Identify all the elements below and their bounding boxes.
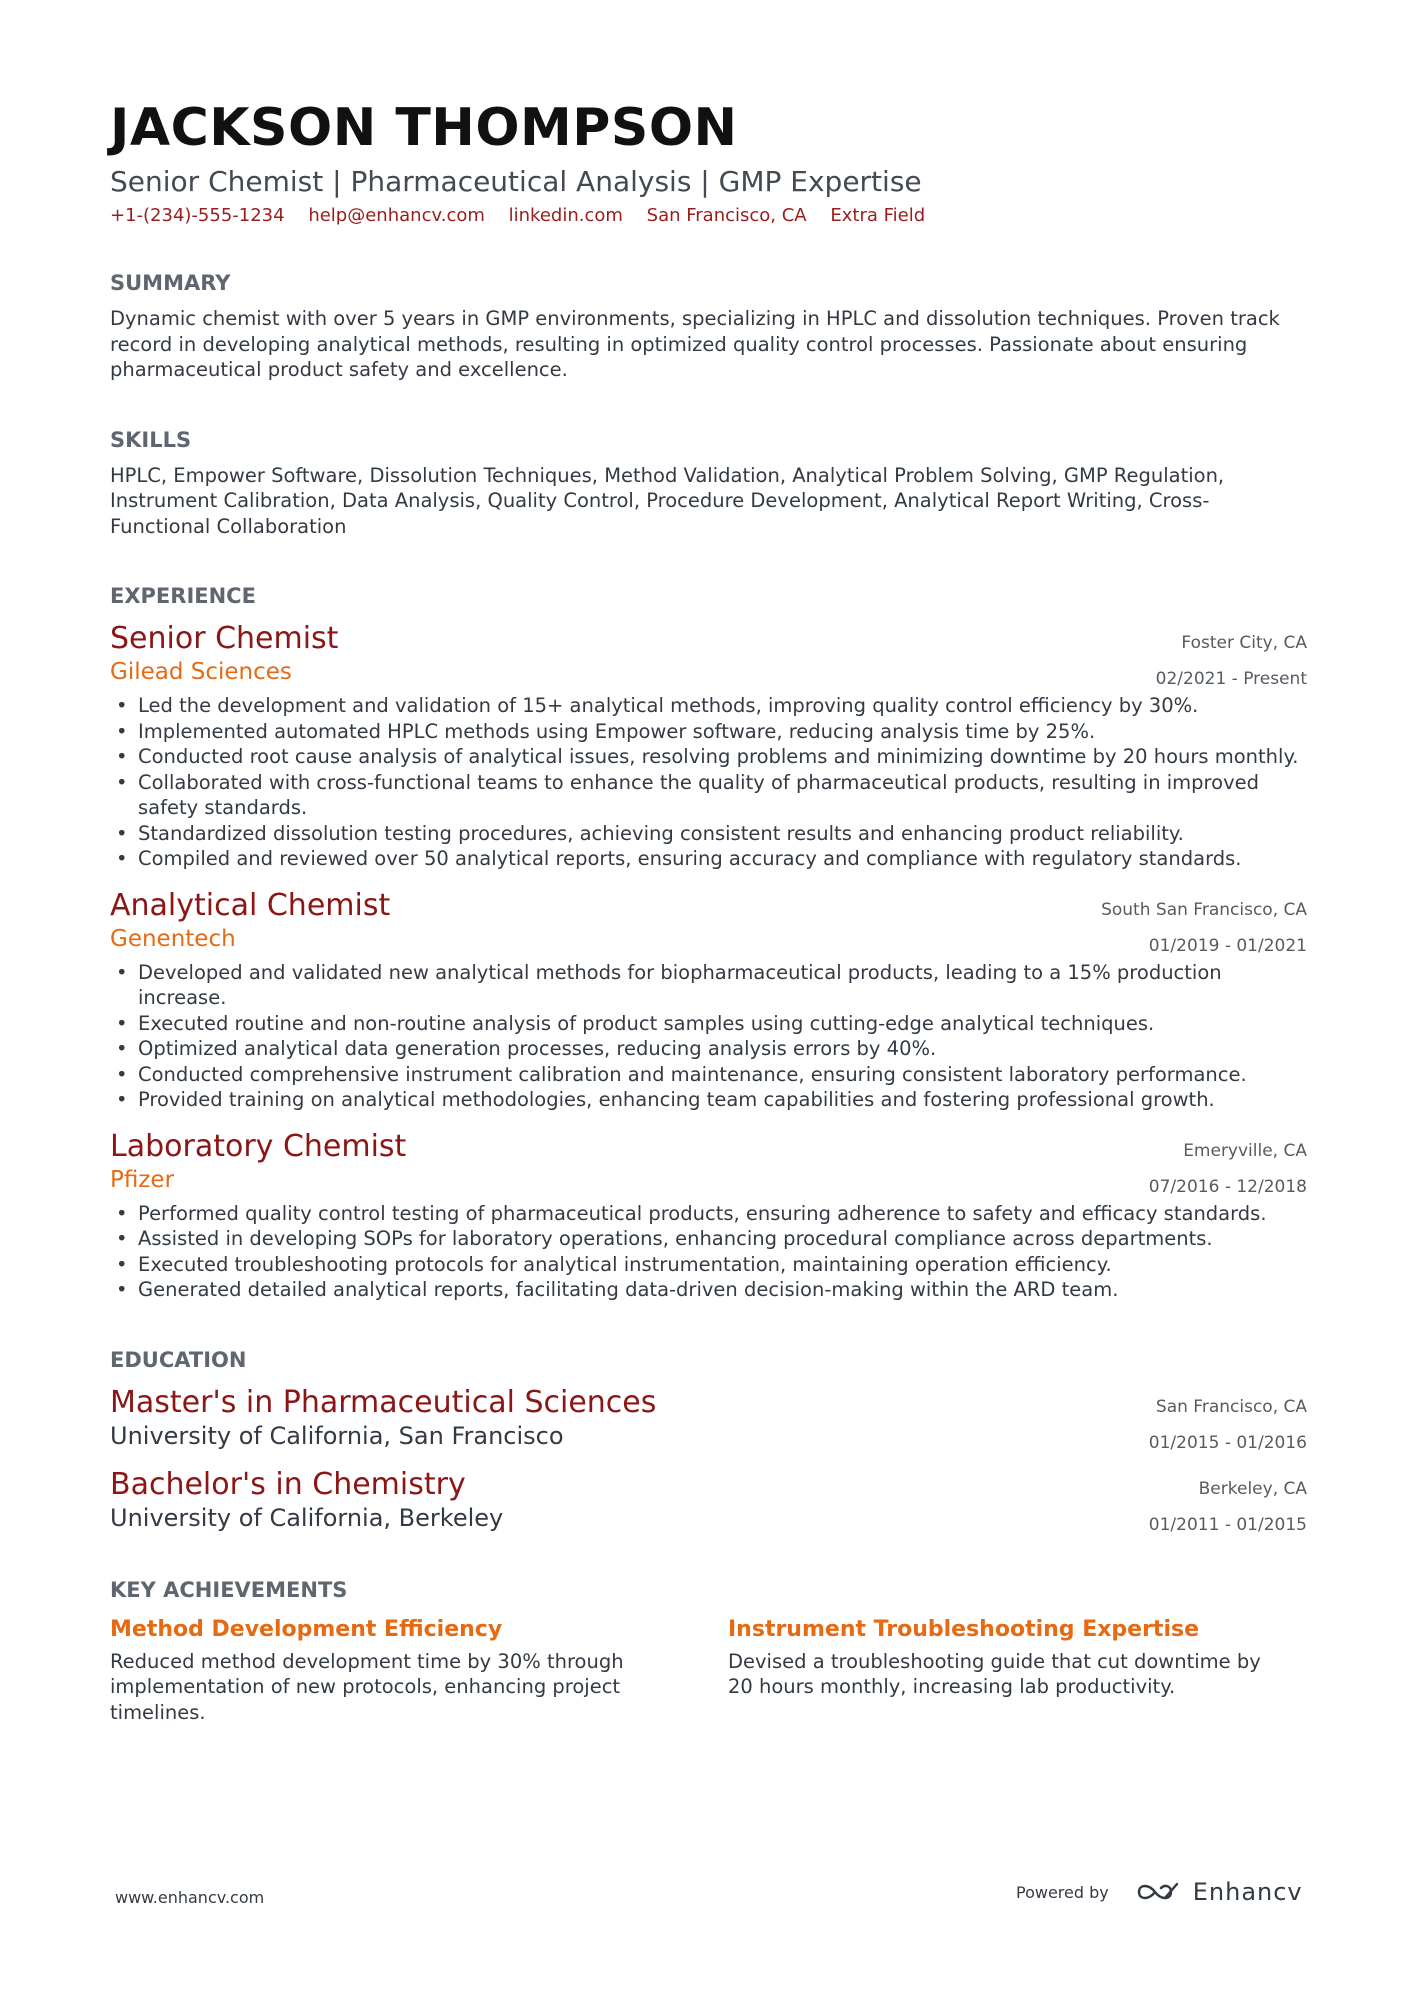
job-bullets (110, 693, 1307, 872)
school-name: University of California, Berkeley (110, 1503, 504, 1532)
candidate-name: JACKSON THOMPSON (110, 98, 738, 158)
experience-heading: EXPERIENCE (110, 584, 256, 608)
job-dates: 07/2016 - 12/2018 (1148, 1176, 1307, 1197)
bullet-item: • Provided training on analytical methodologies, enhancing team capabilities and fostering professional growth. (110, 1087, 1307, 1113)
education-heading: EDUCATION (110, 1347, 247, 1372)
resume-page (110, 96, 1307, 1725)
bullet-item: • Executed troubleshooting protocols for analytical instrumentation, maintaining operation efficiency. (110, 1252, 1307, 1278)
bullet-item: • Conducted root cause analysis of analytical issues, resolving problems and minimizing downtime by 20 hours monthly. (110, 744, 1307, 770)
job-title: Senior Chemist (110, 621, 339, 656)
company-name: Pfizer (110, 1166, 175, 1193)
achievement-text: Reduced method development time by 30% through implementation of new protocols, enhancing project timelines. (110, 1649, 624, 1724)
job-location: South San Francisco, CA (1101, 899, 1307, 920)
education-entry (110, 1467, 1307, 1533)
contact-linkedin[interactable]: linkedin.com (508, 205, 623, 226)
bullet-item: • Executed routine and non-routine analysis of product samples using cutting-edge analytical techniques. (110, 1011, 1307, 1037)
contact-location: San Francisco, CA (646, 205, 807, 226)
degree-title: Bachelor's in Chemistry (110, 1466, 466, 1502)
footer-branding[interactable] (1016, 1878, 1303, 1906)
achievements-heading: KEY ACHIEVEMENTS (110, 1577, 348, 1602)
summary-text: Dynamic chemist with over 5 years in GMP environments, specializing in HPLC and dissolution techniques. Proven track record in developing analytical methods, resulting in optimized quality control processes. Passionate about ensuring pharmaceutical product safety and excellence. (110, 307, 1280, 381)
powered-by-label: Powered by (1016, 1882, 1109, 1902)
bullet-item: • Compiled and reviewed over 50 analytical reports, ensuring accuracy and compliance with regulatory standards. (110, 846, 1307, 872)
job-dates: 02/2021 - Present (1155, 669, 1307, 689)
bullet-item: • Collaborated with cross-functional teams to enhance the quality of pharmaceutical products, resulting in improved safety standards. (110, 770, 1307, 821)
achievements-grid (110, 1615, 1307, 1726)
job-title: Analytical Chemist (110, 887, 391, 923)
education-entry (110, 1385, 1307, 1451)
experience-entry (110, 1129, 1307, 1303)
contact-bar (110, 204, 1307, 228)
bullet-item: • Developed and validated new analytical methods for biopharmaceutical products, leading to a 15% production increase. (110, 960, 1307, 1011)
job-title: Laboratory Chemist (110, 1128, 407, 1164)
school-name: University of California, San Francisco (110, 1421, 564, 1450)
bullet-item: • Implemented automated HPLC methods using Empower software, reducing analysis time by 25%. (110, 719, 1307, 745)
job-meta (1101, 892, 1307, 964)
job-bullets (110, 960, 1307, 1113)
footer-website[interactable]: www.enhancv.com (115, 1888, 265, 1907)
job-location: Foster City, CA (1181, 633, 1307, 653)
job-location: Emeryville, CA (1183, 1140, 1307, 1161)
bullet-item: • Standardized dissolution testing procedures, achieving consistent results and enhancing product reliability. (110, 821, 1307, 847)
job-meta (1149, 1133, 1307, 1205)
bullet-item: • Optimized analytical data generation processes, reducing analysis errors by 40%. (110, 1036, 1307, 1062)
achievement-title: Method Development Efficiency (110, 1616, 503, 1642)
achievement-title: Instrument Troubleshooting Expertise (728, 1616, 1200, 1642)
skills-heading: SKILLS (110, 427, 192, 452)
achievement-text: Devised a troubleshooting guide that cut downtime by 20 hours monthly, increasing lab productivity. (728, 1649, 1261, 1698)
education-meta (1149, 1389, 1307, 1461)
experience-entry (110, 621, 1307, 872)
headline: Senior Chemist | Pharmaceutical Analysis | GMP Expertise (110, 165, 922, 198)
skills-text: HPLC, Empower Software, Dissolution Techniques, Method Validation, Analytical Problem Solving, GMP Regulation, Instrument Calibration, Data Analysis, Quality Control, Procedure Development, Analytical Report Writing, Cross-Functional Collaboration (110, 463, 1225, 538)
education-dates: 01/2011 - 01/2015 (1148, 1514, 1307, 1535)
contact-extra-field: Extra Field (830, 205, 926, 226)
experience-entry (110, 888, 1307, 1113)
enhancv-brand: Enhancv (1192, 1878, 1303, 1906)
bullet-item: • Led the development and validation of 15+ analytical methods, improving quality control efficiency by 30%. (110, 693, 1307, 719)
degree-title: Master's in Pharmaceutical Sciences (110, 1384, 657, 1420)
company-name: Gilead Sciences (110, 659, 292, 685)
achievement-item (728, 1615, 1307, 1726)
education-dates: 01/2015 - 01/2016 (1148, 1432, 1307, 1453)
bullet-item: • Generated detailed analytical reports, facilitating data-driven decision-making within the ARD team. (110, 1277, 1307, 1303)
enhancv-logo-icon (1135, 1878, 1181, 1906)
job-bullets (110, 1201, 1307, 1303)
summary-heading: SUMMARY (110, 271, 231, 295)
contact-phone[interactable]: +1-(234)-555-1234 (110, 205, 285, 226)
company-name: Genentech (110, 925, 236, 952)
contact-email[interactable]: help@enhancv.com (308, 205, 485, 226)
bullet-item: • Performed quality control testing of pharmaceutical products, ensuring adherence to safety and efficacy standards. (110, 1201, 1307, 1227)
job-meta (1156, 625, 1307, 697)
bullet-item: • Assisted in developing SOPs for laboratory operations, enhancing procedural compliance across departments. (110, 1226, 1307, 1252)
achievement-item (110, 1615, 728, 1726)
education-meta (1149, 1471, 1307, 1543)
bullet-item: • Conducted comprehensive instrument calibration and maintenance, ensuring consistent laboratory performance. (110, 1062, 1307, 1088)
education-location: San Francisco, CA (1155, 1396, 1307, 1417)
job-dates: 01/2019 - 01/2021 (1148, 935, 1307, 956)
education-location: Berkeley, CA (1198, 1478, 1307, 1499)
